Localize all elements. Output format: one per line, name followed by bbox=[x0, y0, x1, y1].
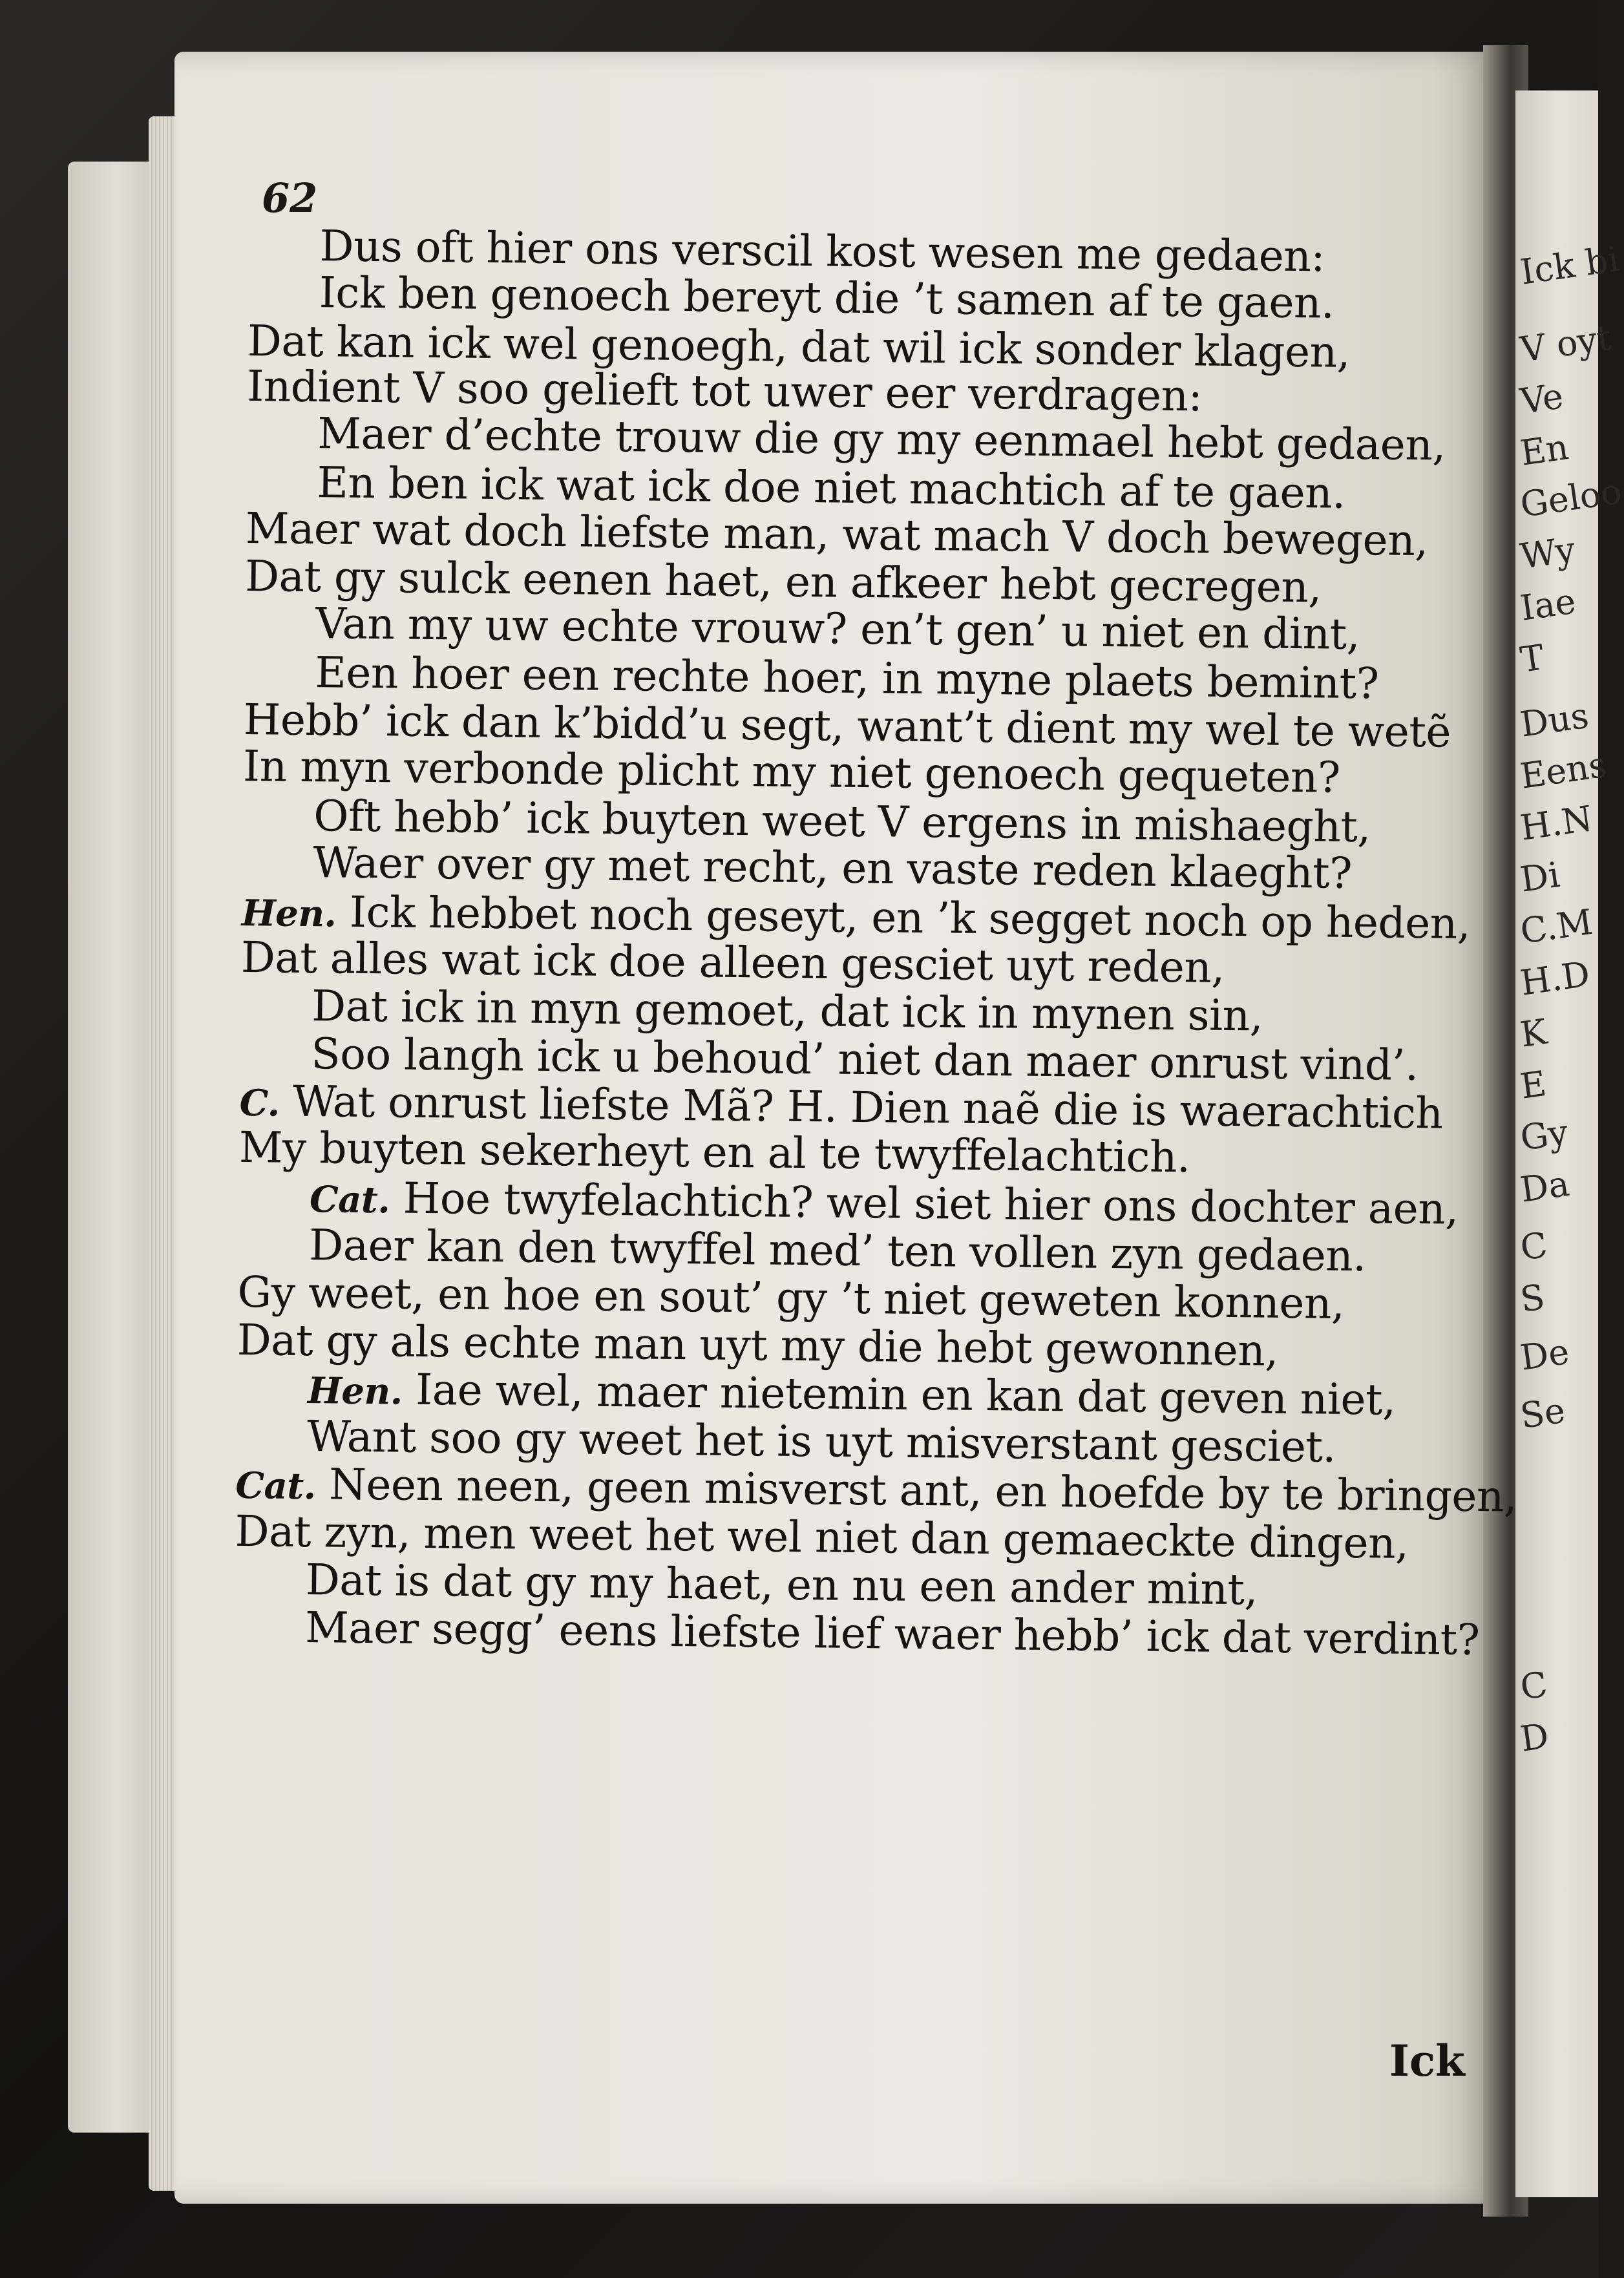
facing-page-fragment: En bbox=[1517, 426, 1571, 474]
facing-page-fragment: Gy bbox=[1517, 1112, 1571, 1159]
facing-page-fragment: S bbox=[1517, 1276, 1548, 1320]
facing-page-fragment: Ick bi bbox=[1517, 238, 1622, 293]
facing-page-fragment: Geloo bbox=[1517, 470, 1624, 525]
facing-page-fragment: H.D bbox=[1517, 953, 1592, 1004]
facing-page-fragment: Se bbox=[1517, 1389, 1568, 1437]
speaker-label: Cat. bbox=[309, 1178, 390, 1222]
page-number: 62 bbox=[262, 174, 318, 222]
verse-text: Hebb’ ick dan k’bidd’u segt, want’t dient my wel te wetẽ bbox=[243, 694, 1451, 757]
verse-text: En ben ick wat ick doe niet machtich af te gaen. bbox=[317, 458, 1346, 518]
catchword: Ick bbox=[1389, 2036, 1465, 2086]
facing-page bbox=[1515, 90, 1624, 2197]
speaker-label: C. bbox=[239, 1081, 280, 1125]
speaker-label: Hen. bbox=[241, 891, 337, 936]
verse-text: Gy weet, en hoe en sout’ gy ’t niet geweten konnen, bbox=[237, 1267, 1345, 1329]
verse-text: Van my uw echte vrouw? en’t gen’ u niet en dint, bbox=[315, 598, 1360, 660]
verse-text: Maer d’echte trouw die gy my eenmael hebt gedaen, bbox=[317, 408, 1446, 470]
verse-text: Ick ben genoech bereyt die ’t samen af te gaen. bbox=[319, 268, 1334, 328]
verse-text: Ick hebbet noch geseyt, en ’k segget noch op heden, bbox=[349, 887, 1471, 949]
verse-text: Soo langh ick u behoud’ niet dan maer onrust vind’. bbox=[311, 1029, 1419, 1091]
verse-text: My buyten sekerheyt en al te twyffelachtich. bbox=[238, 1122, 1190, 1183]
verse-text: Dus oft hier ons verscil kost wesen me gedaen: bbox=[319, 221, 1325, 282]
facing-page-fragment: C bbox=[1517, 1224, 1550, 1269]
verse-text: Dat gy als echte man uyt my die hebt gewonnen, bbox=[237, 1314, 1279, 1376]
facing-page-fragment: Ve bbox=[1517, 375, 1566, 422]
facing-page-fragment: V oyt bbox=[1517, 317, 1614, 370]
verse-text: Maer wat doch liefste man, wat mach V doch bewegen, bbox=[245, 503, 1429, 566]
facing-page-fragment: C.M bbox=[1517, 901, 1596, 952]
facing-page-fragment: Da bbox=[1517, 1163, 1572, 1210]
speaker-label: Hen. bbox=[307, 1369, 403, 1413]
facing-page-fragment: Eens bbox=[1517, 744, 1609, 797]
facing-page-fragment: Iae bbox=[1517, 580, 1579, 629]
verse-text: Maer segg’ eens liefste lief waer hebb’ ick dat verdint? bbox=[304, 1603, 1480, 1665]
verse-text: Daer kan den twyffel med’ ten vollen zyn gedaen. bbox=[308, 1220, 1367, 1281]
verse-text: Dat is dat gy my haet, en nu een ander mint, bbox=[305, 1555, 1258, 1615]
verse-text: Een hoer een rechte hoer, in myne plaets bemint? bbox=[315, 648, 1379, 709]
verse-text: Waer over gy met recht, en vaste reden klaeght? bbox=[313, 838, 1353, 898]
verse-text: Dat alles wat ick doe alleen gesciet uyt reden, bbox=[240, 932, 1225, 993]
facing-page-fragment: H.N bbox=[1517, 797, 1595, 849]
verse-text: Iae wel, maer nietemin en kan dat geven niet, bbox=[415, 1364, 1396, 1425]
facing-page-fragment: Dus bbox=[1517, 695, 1592, 745]
verse-text: Dat gy sulck eenen haet, en afkeer hebt gecregen, bbox=[244, 551, 1322, 613]
verse-text: Dat ick in myn gemoet, dat ick in mynen sin, bbox=[311, 981, 1263, 1041]
verse-text: In myn verbonde plicht my niet genoech gequeten? bbox=[242, 741, 1341, 803]
facing-page-fragment: Wy bbox=[1517, 529, 1578, 577]
facing-page-fragment: Di bbox=[1517, 854, 1563, 900]
facing-page-fragment: De bbox=[1517, 1331, 1572, 1378]
verse-text: Dat kan ick wel genoegh, dat wil ick sonder klagen, bbox=[247, 315, 1351, 377]
facing-page-fragment: E bbox=[1517, 1062, 1549, 1107]
facing-page-fragment: K bbox=[1517, 1011, 1550, 1055]
verse-text: Wat onrust liefste Mã? H. Dien naẽ die is waerachtich bbox=[292, 1076, 1443, 1139]
verse-text: Neen neen, geen misverst ant, en hoefde by te bringen, bbox=[328, 1459, 1517, 1522]
facing-page-fragment: D bbox=[1517, 1715, 1552, 1760]
verse-text: Dat zyn, men weet het wel niet dan gemaeckte dingen, bbox=[235, 1506, 1409, 1568]
verse-text: Hoe twyfelachtich? wel siet hier ons dochter aen, bbox=[403, 1173, 1459, 1234]
verse-text: Indient V soo gelieft tot uwer eer verdragen: bbox=[246, 361, 1203, 421]
speaker-label: Cat. bbox=[235, 1464, 317, 1508]
facing-page-fragment: C bbox=[1517, 1663, 1550, 1708]
verse-text: Oft hebb’ ick buyten weet V ergens in mishaeght, bbox=[313, 791, 1371, 852]
facing-page-fragment: T bbox=[1517, 637, 1547, 680]
verse-text: Want soo gy weet het is uyt misverstant gesciet. bbox=[306, 1411, 1336, 1472]
